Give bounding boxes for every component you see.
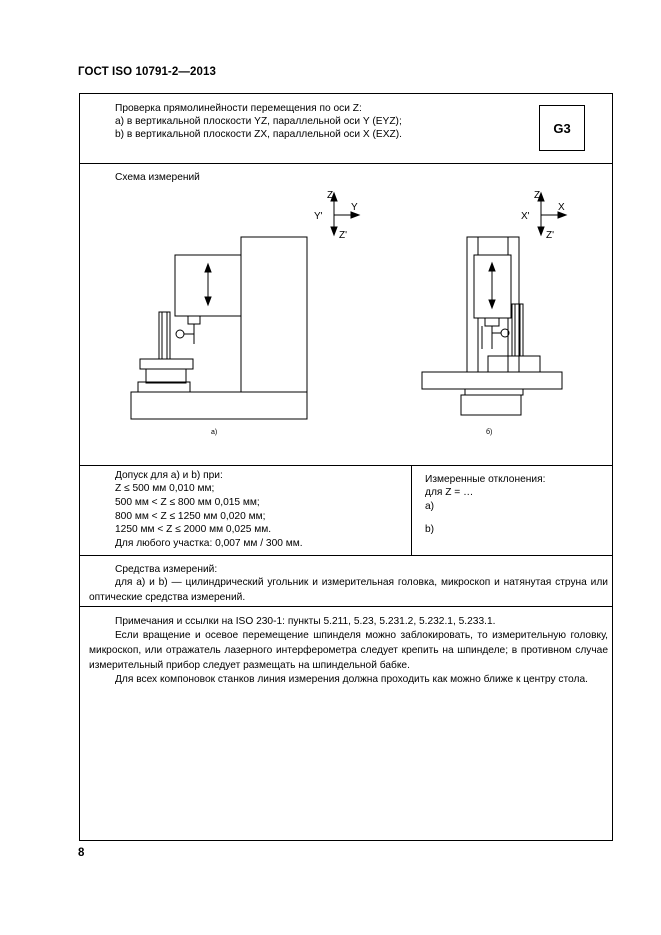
test-sheet-frame <box>79 93 613 841</box>
notes-references: Примечания и ссылки на ISO 230-1: пункты 5.211, 5.23, 5.231.2, 5.232.1, 5.233.1. <box>115 616 496 627</box>
work-table <box>488 356 540 372</box>
measurement-diagram <box>80 164 612 454</box>
divider <box>80 555 612 556</box>
axis-label-x-prime: X' <box>521 211 530 222</box>
tolerance-line: Для любого участка: 0,007 мм / 300 мм. <box>115 538 303 549</box>
diagram-title: Схема измерений <box>115 172 200 183</box>
tolerance-line: 1250 мм < Z ≤ 2000 мм 0,025 мм. <box>115 524 272 535</box>
document-header: ГОСТ ISO 10791-2—2013 <box>78 66 216 78</box>
check-title: Проверка прямолинейности перемещения по оси Z: <box>115 103 362 114</box>
axis-label-z-prime: Z' <box>546 230 555 241</box>
spindle <box>188 316 200 324</box>
work-table <box>140 359 193 369</box>
tolerance-line: 800 мм < Z ≤ 1250 мм 0,020 мм; <box>115 511 266 522</box>
page-number: 8 <box>78 847 85 859</box>
column-divider <box>411 466 412 555</box>
notes-paragraph: Для всех компоновок станков линия измерения должна проходить как можно ближе к центру стола. <box>115 674 588 685</box>
axis-label-z: Z <box>327 190 334 201</box>
tolerance-line: Z ≤ 500 мм 0,010 мм; <box>115 483 215 494</box>
tolerance-title: Допуск для а) и b) при: <box>115 470 223 481</box>
divider <box>80 465 612 466</box>
check-item-b: b) в вертикальной плоскости ZX, параллельной оси X (EXZ). <box>115 129 402 140</box>
axis-label-y-prime: Y' <box>314 211 323 222</box>
axis-label-y: Y <box>351 202 358 213</box>
notes-paragraph: Если вращение и осевое перемещение шпинделя можно заблокировать, то измерительную головку, микроскоп, или отражатель лазерного интерферометра следует крепить на шпинделе; в противном случае измерительный прибор следует размещать на шпиндельной бабке. <box>89 630 608 671</box>
tolerance-line: 500 мм < Z ≤ 800 мм 0,015 мм; <box>115 497 260 508</box>
divider <box>80 606 612 607</box>
cylindrical-square <box>159 312 170 359</box>
caption-a: а) <box>211 429 218 436</box>
instruments-title: Средства измерений: <box>115 564 218 575</box>
dial-indicator <box>176 330 184 338</box>
axis-label-z: Z <box>534 190 541 201</box>
check-code-box: G3 <box>539 105 585 151</box>
instruments-text: для а) и b) — цилиндрический угольник и измерительная головка, микроскоп и натянутая струна или оптические средства измерений. <box>89 577 608 603</box>
diagram-a <box>131 190 359 436</box>
measured-for-z: для Z = … <box>425 487 474 498</box>
caption-b: б) <box>486 429 493 436</box>
measured-a: a) <box>425 501 435 512</box>
axis-label-z-prime: Z' <box>339 230 348 241</box>
diagram-b <box>422 190 566 436</box>
check-item-a: a) в вертикальной плоскости YZ, параллельной оси Y (EYZ); <box>115 116 402 127</box>
spindle <box>485 318 499 326</box>
machine-base <box>422 372 562 389</box>
axis-label-x: X <box>558 202 565 213</box>
measured-title: Измеренные отклонения: <box>425 474 546 485</box>
measured-b: b) <box>425 524 435 535</box>
machine-column <box>241 237 307 392</box>
machine-base <box>131 392 307 419</box>
cylindrical-square <box>512 304 523 356</box>
